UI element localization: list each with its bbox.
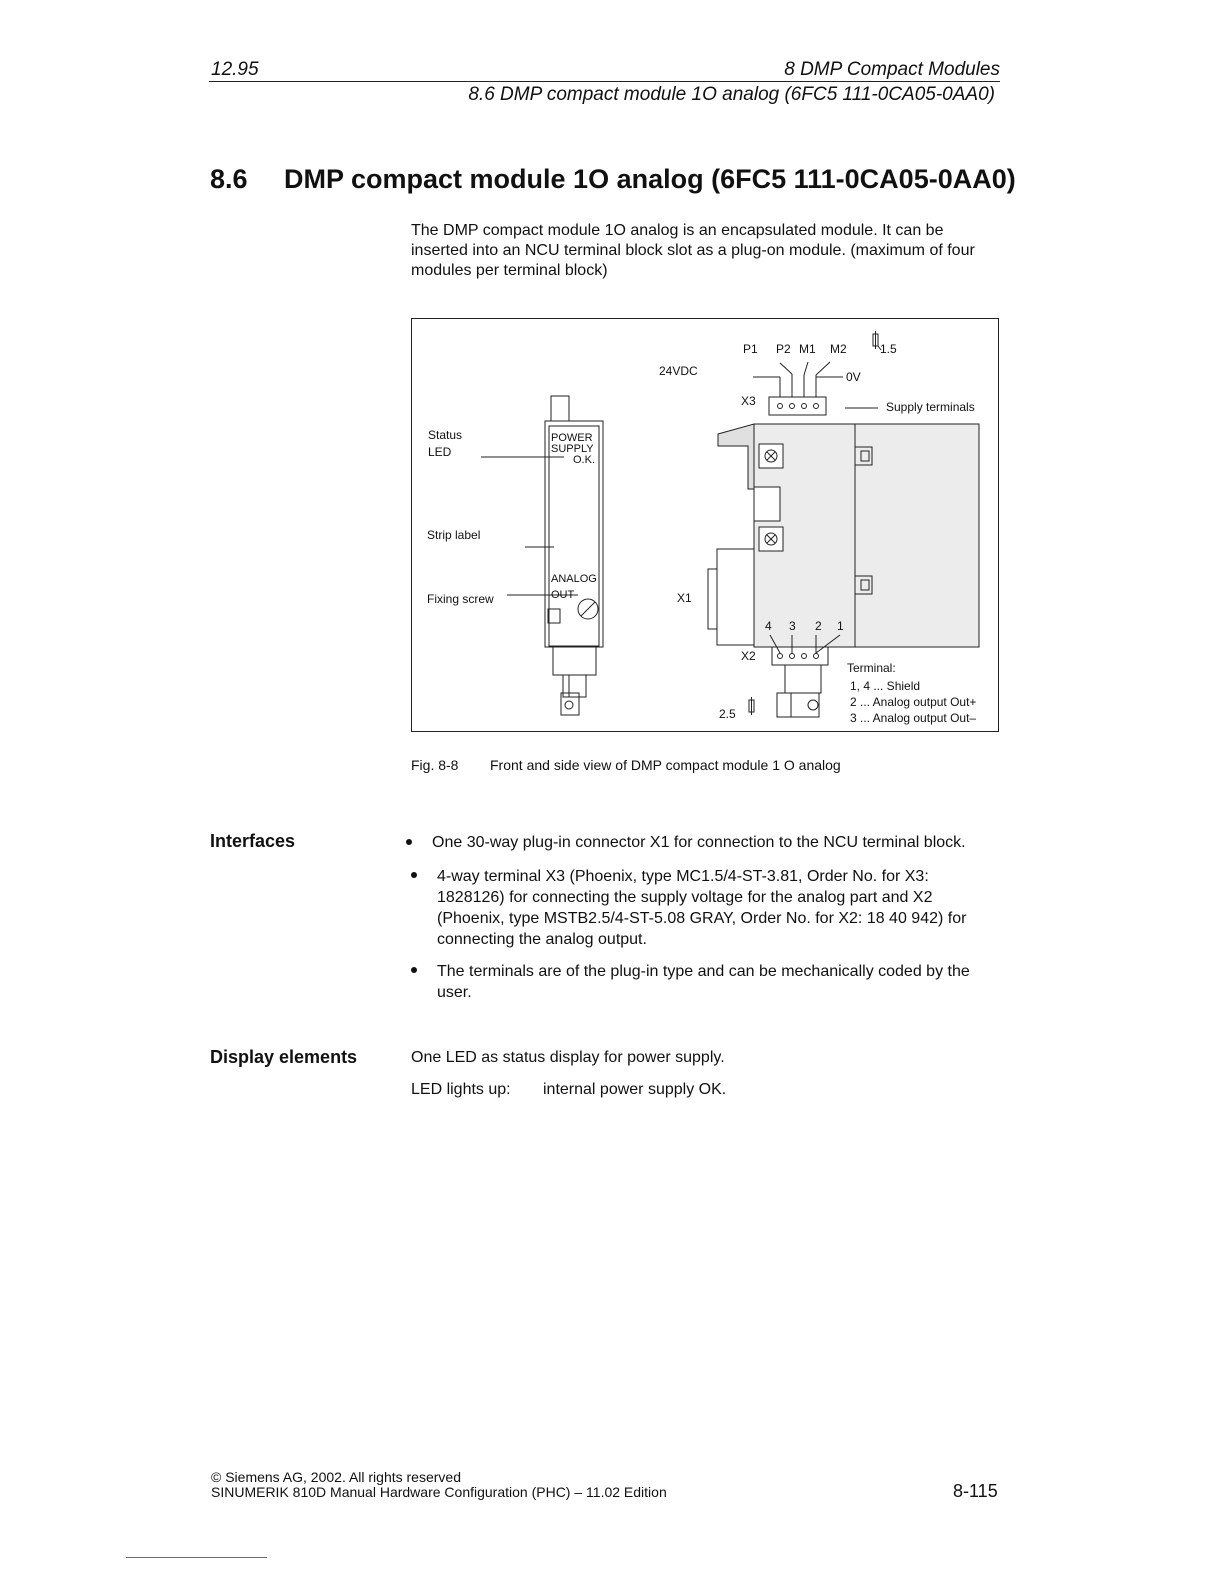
status-label: Status (428, 428, 463, 442)
intro-line: The DMP compact module 1O analog is an encapsulated module. It can be (411, 222, 944, 239)
led-label: LED (428, 445, 452, 459)
wire-size-15: 1.5 (880, 342, 897, 356)
footer-manual: SINUMERIK 810D Manual Hardware Configuration (PHC) – 11.02 Edition (211, 1484, 667, 1500)
out-text: OUT (551, 589, 575, 601)
x3-label: X3 (741, 394, 756, 408)
top-latch (551, 396, 569, 421)
ok-text: O.K. (573, 454, 596, 466)
x2-plug (777, 693, 819, 717)
terminal-4-number: 4 (765, 619, 772, 633)
x1-connector (717, 549, 754, 645)
bottom-clip (561, 693, 579, 715)
bullet-dot (411, 872, 417, 878)
bullet-line: 1828126) for connecting the supply voltage for the analog part and X2 (437, 889, 933, 906)
terminal-legend-out-plus: 2 ... Analog output Out+ (850, 695, 977, 709)
led-lights-up-value: internal power supply OK. (543, 1081, 727, 1098)
interface-bullet (437, 961, 970, 1003)
section-number: 8.6 (210, 164, 248, 194)
header-section: 8.6 DMP compact module 1O analog (6FC5 111-0CA05-0AA0) (468, 84, 995, 105)
bottom-plug (553, 647, 596, 675)
power-text: POWER (551, 432, 593, 444)
x1-label: X1 (677, 591, 692, 605)
terminal-legend-out-minus: 3 ... Analog output Out– (850, 711, 977, 725)
figure-caption-number: Fig. 8-8 (411, 757, 459, 773)
bullet-dot (406, 839, 412, 845)
header-rule (209, 81, 1000, 82)
m2-label: M2 (830, 342, 847, 356)
section-title: DMP compact module 1O analog (6FC5 111-0CA05-0AA0) (284, 164, 1016, 194)
side-housing (754, 424, 979, 647)
supply-terminals-label: Supply terminals (886, 400, 975, 414)
footer-link-underline[interactable] (126, 1557, 267, 1558)
supply-24vdc-label: 24VDC (659, 364, 698, 378)
bullet-line: user. (437, 984, 472, 1001)
display-elements-text: One LED as status display for power supply. (411, 1049, 725, 1066)
display-elements-heading: Display elements (210, 1047, 358, 1067)
zero-v-label: 0V (846, 370, 861, 384)
intro-line: inserted into an NCU terminal block slot as a plug-on module. (maximum of four (411, 242, 975, 259)
led-lights-up-label: LED lights up: (411, 1081, 511, 1098)
terminal-legend-title: Terminal: (847, 661, 896, 675)
terminal-1-number: 1 (837, 619, 844, 633)
p2-label: P2 (776, 342, 791, 356)
x2-label: X2 (741, 649, 756, 663)
small-tab (548, 609, 560, 623)
terminal-3-number: 3 (789, 619, 796, 633)
bullet-dot (411, 967, 417, 973)
strip-label-label: Strip label (427, 528, 481, 542)
bullet-line: The terminals are of the plug-in type and can be mechanically coded by the (437, 963, 970, 980)
interface-bullet (437, 866, 966, 950)
intro-paragraph (411, 221, 975, 281)
figure-caption-text: Front and side view of DMP compact module 1 O analog (490, 757, 841, 773)
bullet-line: 4-way terminal X3 (Phoenix, type MC1.5/4-ST-3.81, Order No. for X3: (437, 868, 929, 885)
interface-bullet (432, 832, 966, 853)
footer-copyright: © Siemens AG, 2002. All rights reserved (211, 1469, 461, 1485)
fixing-screw-label: Fixing screw (427, 592, 494, 606)
header-date: 12.95 (211, 59, 259, 80)
bullet-line: One 30-way plug-in connector X1 for connection to the NCU terminal block. (432, 834, 966, 851)
wire-size-25: 2.5 (719, 707, 736, 721)
footer-page-number: 8-115 (953, 1481, 998, 1501)
module-figure (411, 318, 999, 732)
p1-label: P1 (743, 342, 758, 356)
intro-line: modules per terminal block) (411, 262, 608, 279)
analog-text: ANALOG (551, 573, 597, 585)
terminal-legend-shield: 1, 4 ... Shield (850, 679, 921, 693)
bullet-line: connecting the analog output. (437, 931, 647, 948)
interfaces-heading: Interfaces (210, 831, 296, 851)
bullet-line: (Phoenix, type MSTB2.5/4-ST-5.08 GRAY, Order No. for X2: 18 40 942) for (437, 910, 967, 927)
module-drawing (412, 319, 1000, 733)
supply-text: SUPPLY (551, 443, 594, 455)
m1-label: M1 (799, 342, 816, 356)
header-chapter: 8 DMP Compact Modules (784, 59, 1000, 80)
terminal-2-number: 2 (815, 619, 822, 633)
